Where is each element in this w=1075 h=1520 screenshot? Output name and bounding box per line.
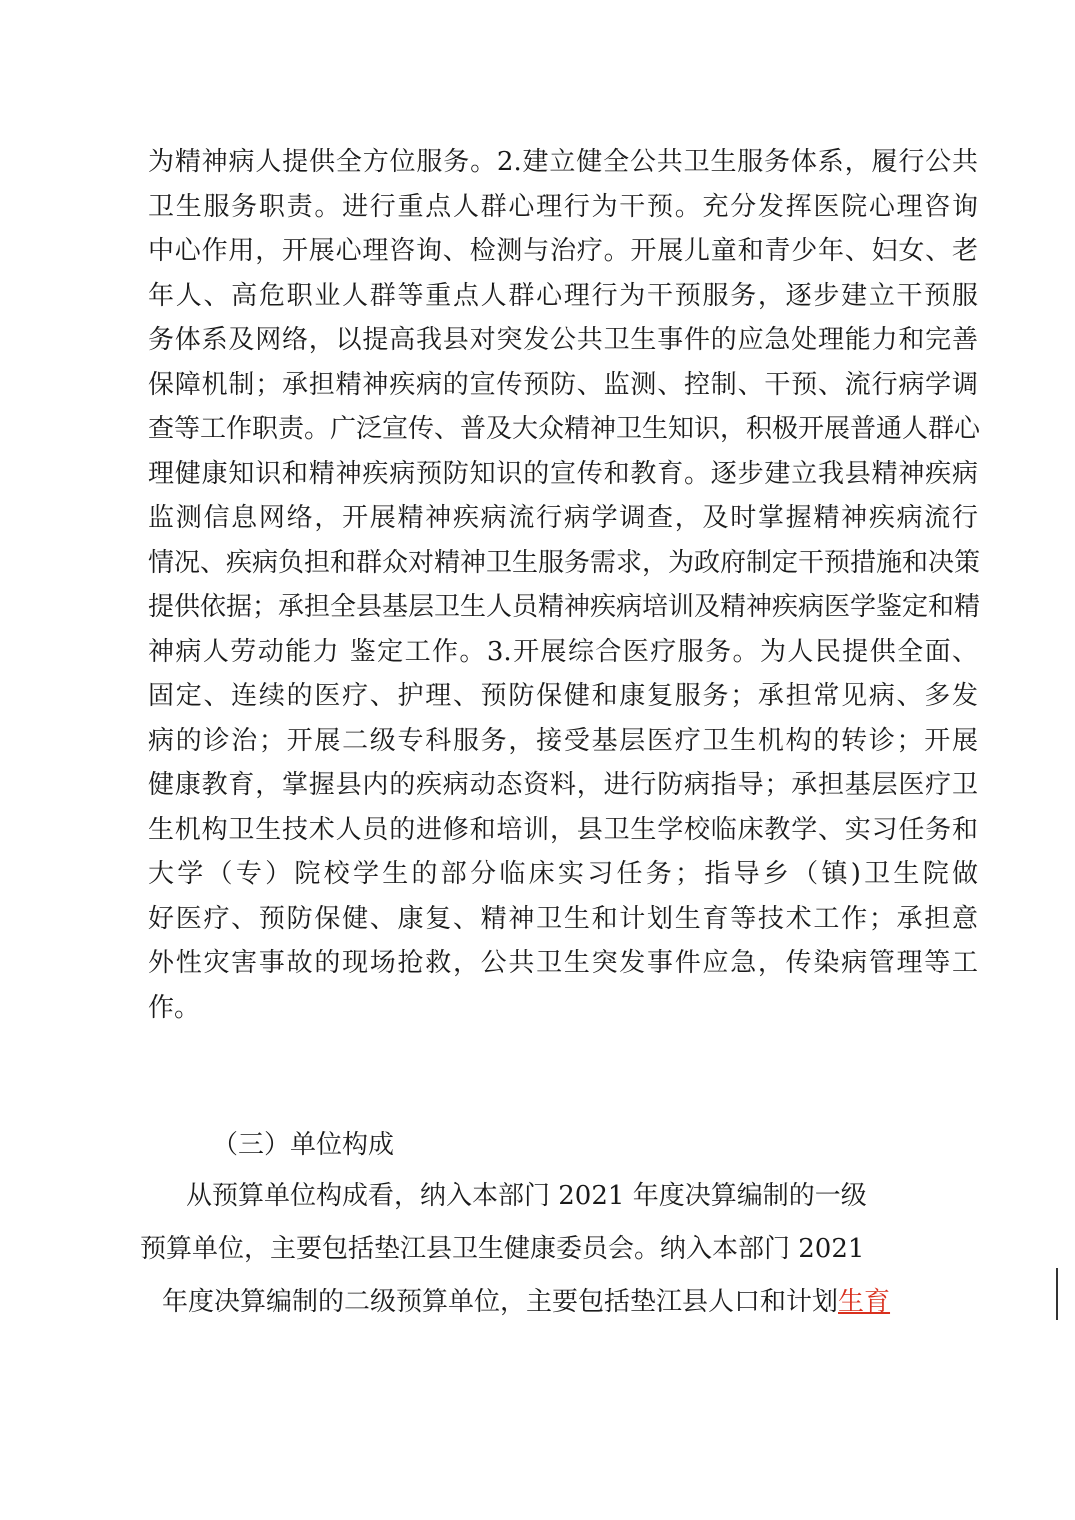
unit-composition-paragraph <box>140 1170 980 1329</box>
paragraph-line: 查等工作职责。广泛宣传、普及大众精神卫生知识，积极开展普通人群心 <box>148 414 981 444</box>
text-cursor <box>1056 1268 1058 1320</box>
paragraph-line: 生机构卫生技术人员的进修和培训，县卫生学校临床教学、实习任务和 <box>148 814 978 845</box>
paragraph-line: 作。 <box>148 992 201 1023</box>
paragraph-line: 理健康知识和精神疾病预防知识的宣传和教育。逐步建立我县精神疾病 <box>148 458 978 489</box>
line-text: 年度决算编制的二级预算单位，主要包括垫江县人口和计划 <box>162 1287 839 1317</box>
paragraph-line: 提供依据；承担全县基层卫生人员精神疾病培训及精神疾病医学鉴定和精 <box>148 592 981 622</box>
paragraph-line: 神病人劳动能力 鉴定工作。3.开展综合医疗服务。为人民提供全面、 <box>148 636 978 667</box>
paragraph-line: 好医疗、预防保健、康复、精神卫生和计划生育等技术工作；承担意 <box>148 903 978 934</box>
paragraph-line: 保障机制；承担精神疾病的宣传预防、监测、控制、干预、流行病学调 <box>148 369 978 400</box>
paragraph-line: 中心作用，开展心理咨询、检测与治疗。开展儿童和青少年、妇女、老 <box>148 236 978 266</box>
paragraph-line: 大学（专）院校学生的部分临床实习任务；指导乡（镇)卫生院做 <box>148 859 978 889</box>
paragraph-line: 监测信息网络，开展精神疾病流行病学调查，及时掌握精神疾病流行 <box>148 503 978 533</box>
paragraph-line: 预算单位，主要包括垫江县卫生健康委员会。纳入本部门 2021 <box>140 1234 865 1264</box>
section-heading: （三）单位构成 <box>212 1130 395 1160</box>
paragraph-line: 为精神病人提供全方位服务。2.建立健全公共卫生服务体系，履行公共 <box>148 147 978 177</box>
tracked-change-link[interactable]: 生育 <box>838 1287 891 1317</box>
paragraph-line: 年人、高危职业人群等重点人群心理行为干预服务，逐步建立干预服 <box>148 280 978 311</box>
paragraph-line <box>140 1276 980 1329</box>
paragraph-line: 务体系及网络，以提高我县对突发公共卫生事件的应急处理能力和完善 <box>148 325 978 355</box>
body-paragraph <box>148 140 981 1030</box>
paragraph-line: 病的诊治；开展二级专科服务，接受基层医疗卫生机构的转诊；开展 <box>148 725 978 756</box>
paragraph-line: 卫生服务职责。进行重点人群心理行为干预。充分发挥医院心理咨询 <box>148 191 978 222</box>
paragraph-line: 情况、疾病负担和群众对精神卫生服务需求，为政府制定干预措施和决策 <box>148 547 981 578</box>
paragraph-line: 外性灾害事故的现场抢救，公共卫生突发事件应急，传染病管理等工 <box>148 948 978 978</box>
paragraph-line: 固定、连续的医疗、护理、预防保健和康复服务；承担常见病、多发 <box>148 681 978 711</box>
paragraph-line: 从预算单位构成看，纳入本部门 2021 年度决算编制的一级 <box>186 1181 867 1211</box>
paragraph-line: 健康教育，掌握县内的疾病动态资料，进行防病指导；承担基层医疗卫 <box>148 770 978 800</box>
